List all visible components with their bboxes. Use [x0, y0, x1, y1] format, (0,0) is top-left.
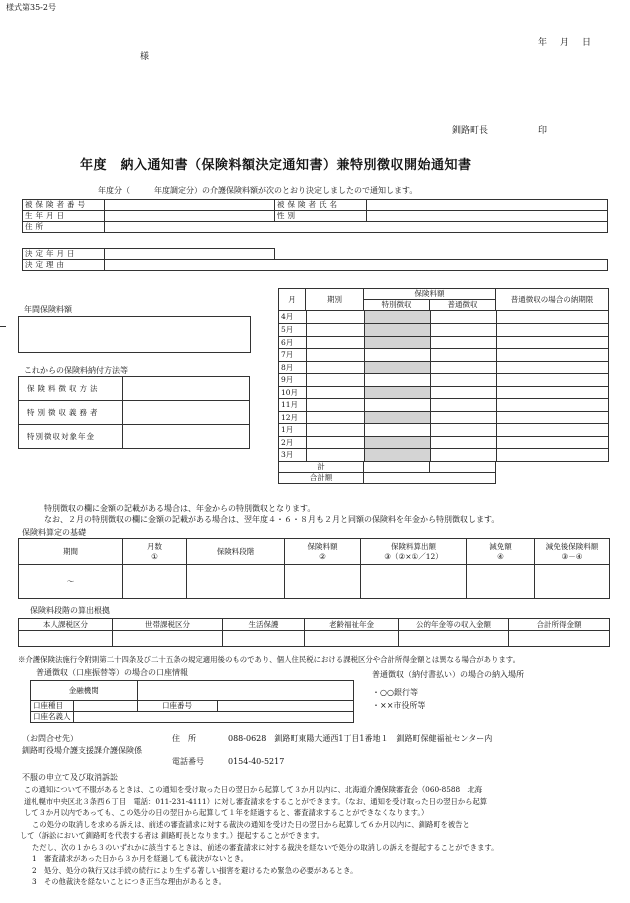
- month-cell: 3月: [279, 449, 306, 462]
- birth-date-label: 生年月日: [23, 211, 105, 222]
- month-cell: 8月: [279, 361, 306, 374]
- basis-header-months: 月数: [147, 542, 162, 552]
- month-cell: 4月: [279, 311, 306, 324]
- decision-table: [22, 248, 608, 271]
- basis-header-reduction: 減免額: [489, 542, 512, 552]
- basis-header-months-sub: ①: [151, 551, 158, 561]
- payment-place-office: ・××市役所等: [372, 701, 426, 710]
- decision-reason-value: [105, 260, 608, 271]
- appeal-line: 3 その他裁決を経ないことにつき正当な理由があるとき。: [32, 877, 226, 886]
- month-cell: 6月: [279, 336, 306, 349]
- basis-table: [18, 538, 610, 599]
- grand-total-label: 合計額: [279, 473, 364, 484]
- addressee-suffix: 様: [140, 52, 150, 62]
- appeal-line: 2 処分、処分の執行又は手続の続行により生ずる著しい損害を避けるため緊急の必要があるとき。: [32, 865, 358, 875]
- target-pension-label: 特別徴収対象年金: [19, 425, 123, 449]
- insured-number-label: 被保険者番号: [23, 200, 105, 211]
- period-header: 期別: [306, 289, 364, 311]
- note-february: なお、２月の特別徴収の欄に金額の記載がある場合は、翌年度４・６・８月も２月と同額の保険料を年金から特別徴収します。: [44, 515, 500, 524]
- contact-phone-label: 電話番号: [172, 757, 204, 766]
- insured-info-table: [22, 199, 608, 233]
- birth-date-value: [105, 211, 275, 222]
- appeal-line: この処分の取消しを求める訴えは、前述の審査請求に対する裁決の通知を受けた日の翌日から起算して６か月以内に、釧路町を被告と: [32, 819, 470, 829]
- disclaimer-note: ※介護保険法施行令附則第二十四条及び二十五条の規定適用後のものであり、個人住民税における課税区分や合計所得金額とは異なる場合があります。: [18, 655, 520, 664]
- bank-institution-label: 金融機関: [31, 681, 138, 701]
- insured-number-value: [105, 200, 275, 211]
- decision-date-label: 決定年月日: [23, 249, 105, 260]
- appeal-line: 1 審査請求があった日から３か月を経過しても裁決がないとき。: [32, 854, 248, 863]
- basis-header-period: 期間: [63, 546, 78, 556]
- appeal-title: 不服の申立て及び取消訴訟: [22, 773, 118, 782]
- seal-mark: 印: [538, 126, 548, 136]
- stage-table: [18, 618, 610, 647]
- basis-header-calculated-sub: ③（②×①／12）: [384, 551, 443, 561]
- bank-section-title: 普通徴収（口座振替等）の場合の口座情報: [36, 668, 188, 677]
- bank-holder-label: 口座名義人: [31, 712, 74, 723]
- appeal-line: 道札幌市中央区北３条西６丁目 電話：011-231-4111）に対し審査請求をすることができます。（なお、通知を受け取った日の翌日から起算: [24, 796, 488, 806]
- contact-phone: 0154-40-5217: [228, 757, 285, 766]
- annual-premium-label: 年間保険料額: [24, 305, 72, 314]
- bank-info-table: [30, 680, 354, 723]
- contact-address: 088-0628 釧路町東陽大通西1丁目1番地１ 釧路町保健福祉センター内: [228, 734, 493, 743]
- basis-header-after-reduction-sub: ③－④: [561, 551, 583, 561]
- payment-place-title: 普通徴収（納付書払い）の場合の納入場所: [372, 670, 524, 679]
- basis-title: 保険料算定の基礎: [22, 528, 86, 537]
- stage-header-total-income: 合計所得金額: [509, 619, 610, 631]
- insured-name-label: 被保険者氏名: [275, 200, 367, 211]
- address-label: 住所: [23, 222, 105, 233]
- month-cell: 2月: [279, 436, 306, 449]
- decision-reason-label: 決定理由: [23, 260, 105, 271]
- contact-label: （お問合せ先）: [22, 734, 78, 743]
- annual-premium-box: [18, 316, 251, 353]
- payment-place-bank: ・○○銀行等: [372, 688, 418, 697]
- month-cell: 7月: [279, 349, 306, 362]
- special-collector-label: 特別徴収義務者: [19, 401, 123, 425]
- appeal-text: [12, 784, 498, 888]
- amount-header: 保険料額: [364, 289, 496, 300]
- contact-dept: 釧路町役場介護支援課介護保険係: [22, 746, 142, 755]
- stage-title: 保険料段階の算出根拠: [30, 606, 110, 615]
- intro-text: 年度分（ 年度調定分）の介護保険料額が次のとおり決定しましたので通知します。: [98, 186, 418, 195]
- stage-header-pension-income: 公的年金等の収入金額: [399, 619, 509, 631]
- address-value: [105, 222, 608, 233]
- decision-date-value: [105, 249, 275, 260]
- month-cell: 12月: [279, 411, 306, 424]
- month-cell: 11月: [279, 399, 306, 412]
- form-number: 様式第35-2号: [6, 3, 56, 12]
- basis-header-after-reduction: 減免後保険料額: [545, 542, 599, 552]
- total-label: 計: [279, 462, 364, 473]
- month-cell: 1月: [279, 424, 306, 437]
- sex-value: [367, 211, 608, 222]
- contact-address-label: 住 所: [172, 734, 196, 743]
- issue-date: 年 月 日: [538, 38, 594, 48]
- bank-type-label: 口座種目: [31, 701, 74, 712]
- payment-method-title: これからの保険料納付方法等: [24, 366, 128, 375]
- basis-header-calculated: 保険料算出額: [391, 542, 436, 552]
- month-cell: 10月: [279, 386, 306, 399]
- basis-period-value: 〜: [19, 565, 123, 599]
- normal-collection-header: 普通徴収: [430, 300, 496, 311]
- stage-header-old-age-pension: 老齢福祉年金: [305, 619, 399, 631]
- basis-header-premium: 保険料額: [307, 542, 338, 552]
- deadline-header: 普通徴収の場合の納期限: [496, 289, 609, 311]
- sex-label: 性別: [275, 211, 367, 222]
- appeal-line: して３か月以内であっても、この処分の日の翌日から起算して１年を経過すると、審査請求することができなくなります。）: [24, 808, 429, 817]
- payment-method-table: [18, 376, 250, 449]
- month-cell: 9月: [279, 374, 306, 387]
- monthly-premium-table: [278, 288, 609, 484]
- appeal-line: ただし、次の１から３のいずれかに該当するときは、前述の審査請求に対する裁決を経ないで処分の取消しの訴えを提起することができます。: [32, 842, 499, 852]
- bank-number-label: 口座番号: [137, 701, 217, 712]
- appeal-line: して（訴訟において釧路町を代表する者は 釧路町長となります。）提起することができます。: [20, 831, 324, 840]
- special-collection-header: 特別徴収: [364, 300, 430, 311]
- month-header: 月: [279, 289, 306, 311]
- issuer-name: 釧路町長: [452, 126, 489, 136]
- stage-header-self-tax: 本人課税区分: [19, 619, 113, 631]
- document-title: 年度 納入通知書（保険料額決定通知書）兼特別徴収開始通知書: [80, 158, 472, 173]
- stage-header-welfare: 生活保護: [223, 619, 305, 631]
- collection-method-label: 保険料徴収方法: [19, 377, 123, 401]
- note-special-collection: 特別徴収の欄に金額の記載がある場合は、年金からの特別徴収となります。: [44, 504, 316, 513]
- margin-mark: [0, 326, 6, 327]
- basis-header-premium-sub: ②: [319, 551, 326, 561]
- basis-header-reduction-sub: ④: [497, 551, 504, 561]
- monthly-rows: [279, 311, 608, 461]
- insured-name-value: [367, 200, 608, 211]
- appeal-line: この通知について不服があるときは、この通知を受け取った日の翌日から起算して３か月以内に、北海道介護保険審査会（060-8588 北海: [24, 785, 483, 794]
- month-cell: 5月: [279, 324, 306, 337]
- basis-header-stage: 保険料段階: [216, 546, 255, 556]
- stage-header-household-tax: 世帯課税区分: [113, 619, 223, 631]
